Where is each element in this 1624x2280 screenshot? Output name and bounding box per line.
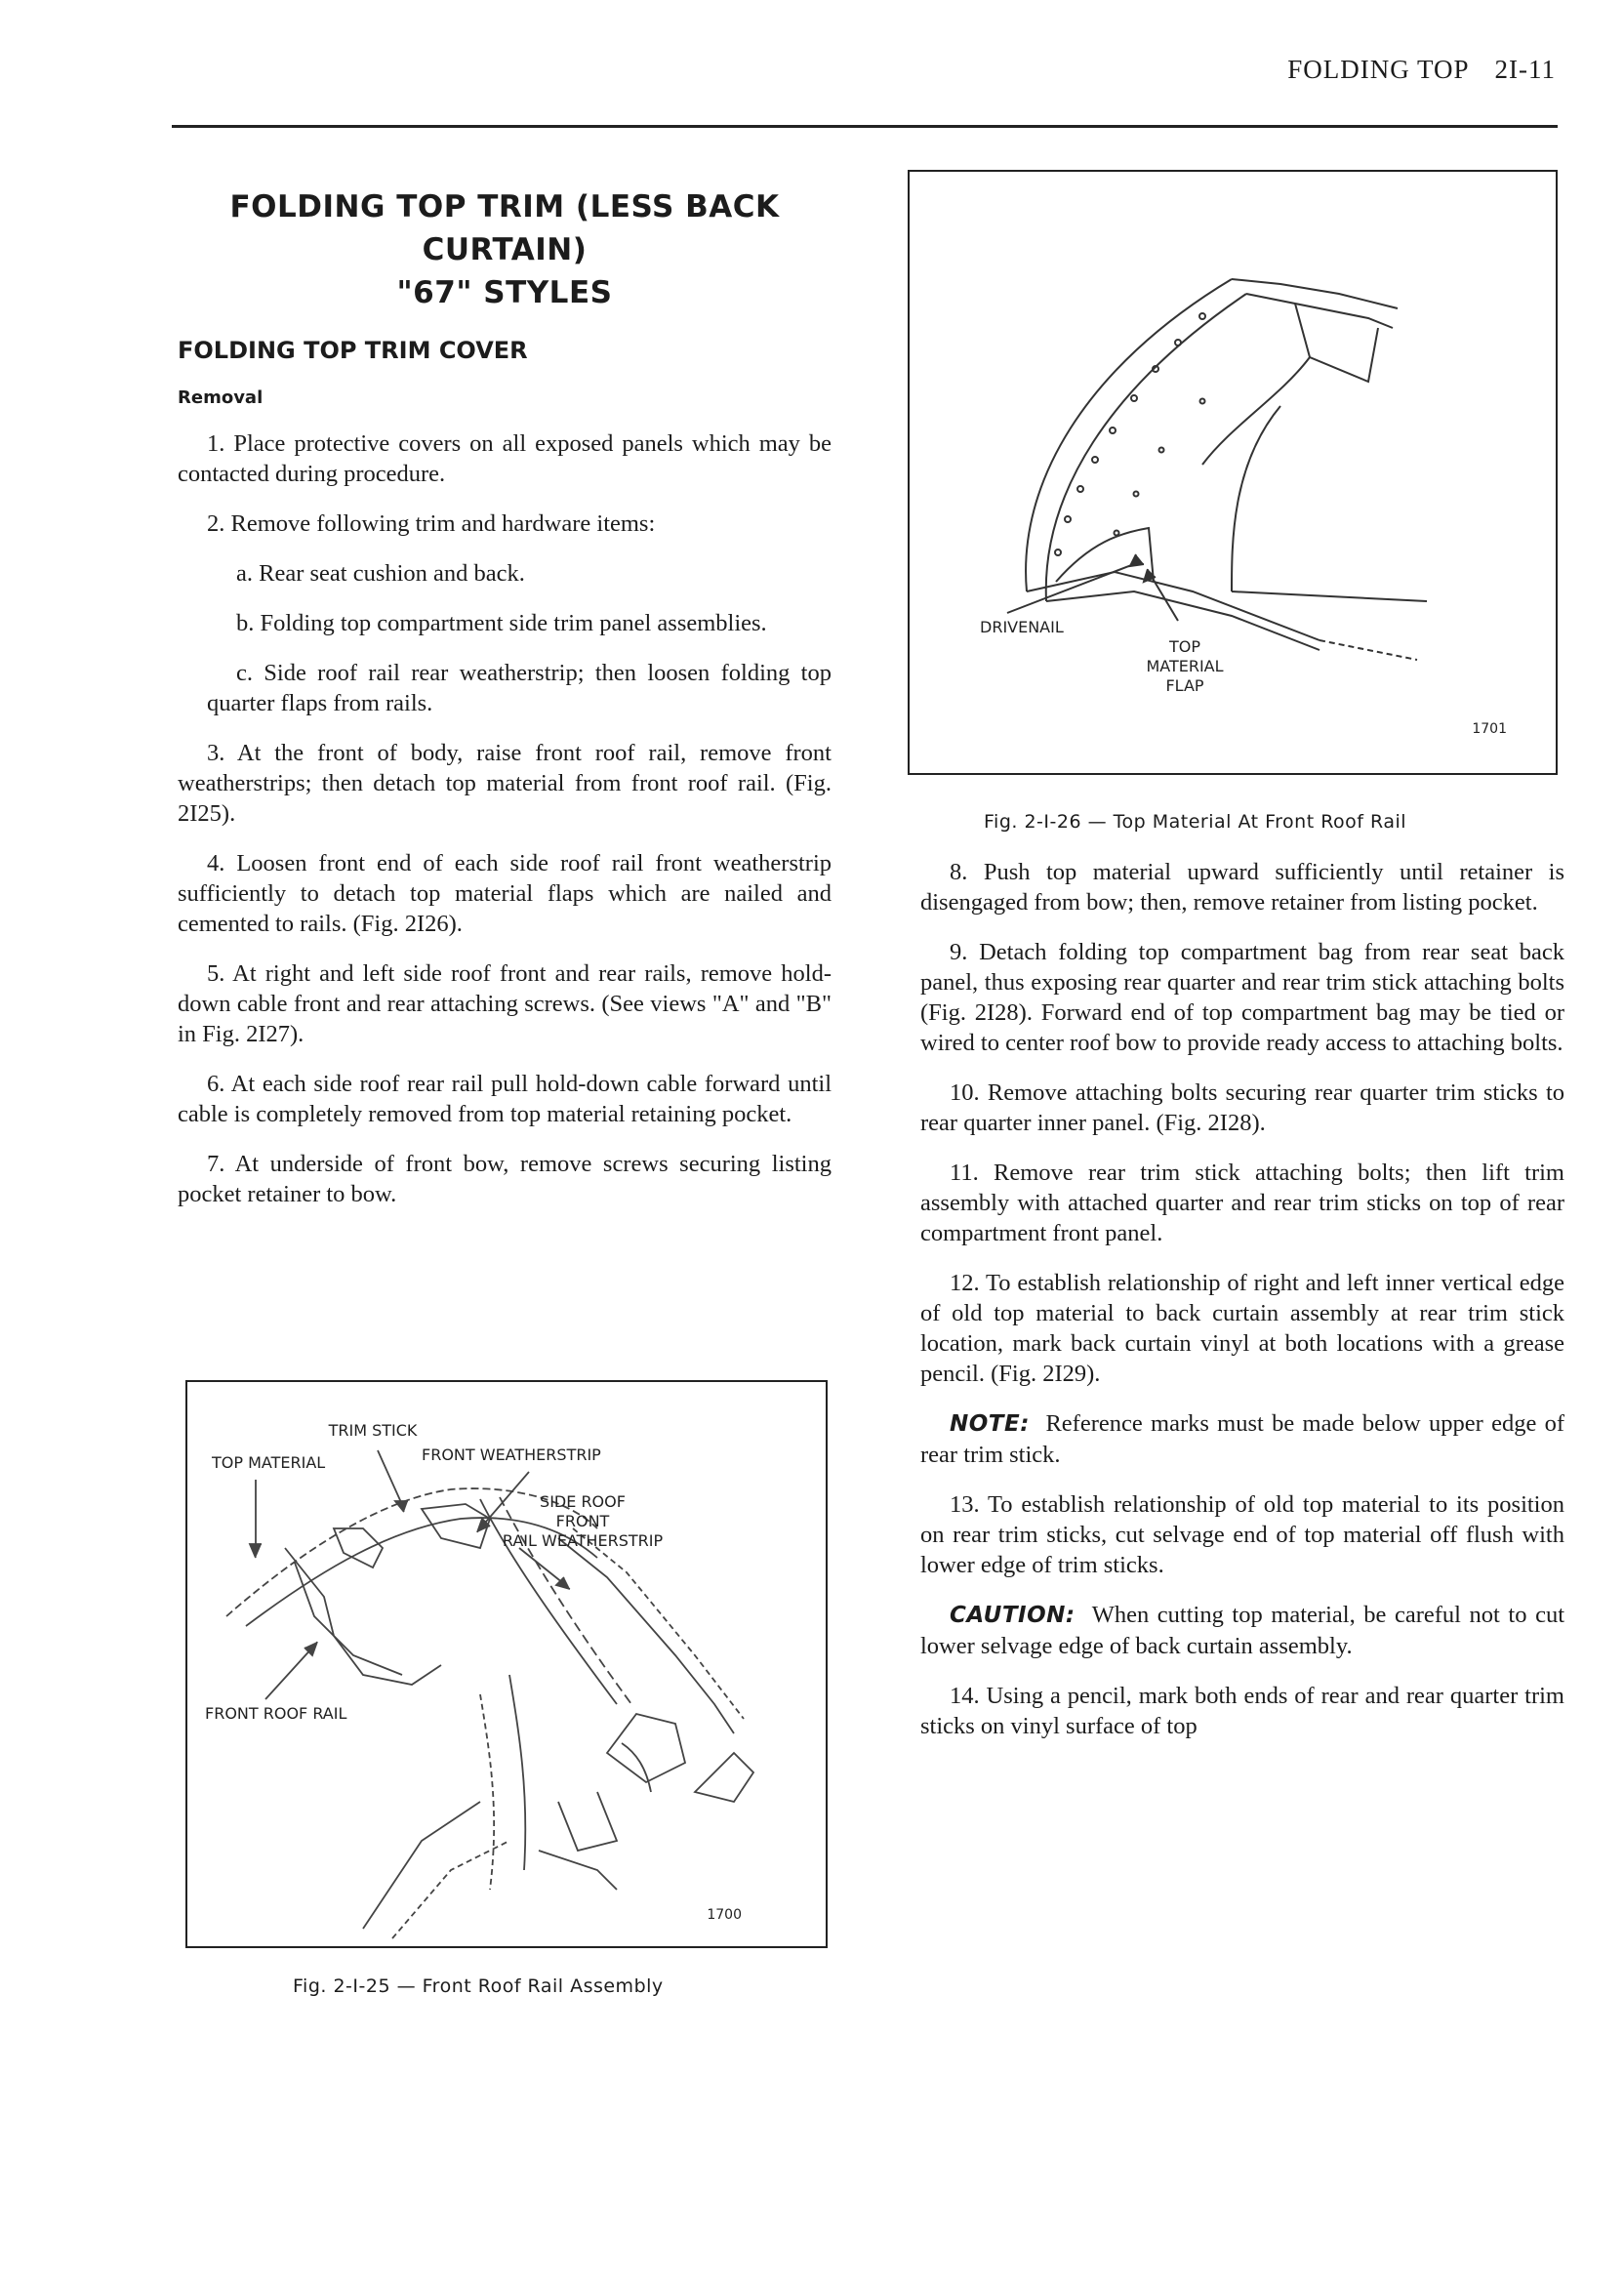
step-6: 6. At each side roof rear rail pull hold-down cable forward until cable is completely removed from top material retaining pocket. [178,1071,832,1127]
label-side-roof: SIDE ROOF [540,1492,626,1511]
step-1: 1. Place protective covers on all exposed panels which may be contacted during procedure. [178,430,832,487]
step-7: 7. At underside of front bow, remove screws securing listing pocket retainer to bow. [178,1151,832,1207]
step-2a: a. Rear seat cushion and back. [236,560,525,587]
label-top: TOP [1168,637,1201,656]
step-3: 3. At the front of body, raise front roof rail, remove front weatherstrips; then detach top material from front roof rail. (Fig. 2I25). [178,740,832,827]
page-title-line2: "67" STYLES [396,275,613,310]
label-flap: FLAP [1165,676,1204,695]
left-column [178,185,832,1229]
label-drivenail: DRIVENAIL [980,618,1064,636]
label-trim-stick: TRIM STICK [328,1421,418,1440]
label-rail-weatherstrip: RAIL WEATHERSTRIP [502,1531,664,1550]
label-front-weatherstrip: FRONT WEATHERSTRIP [422,1445,601,1464]
figure-2i25 [185,1380,828,1948]
step-2: 2. Remove following trim and hardware items: [207,510,656,537]
running-head [1262,55,1556,85]
figure-2i26-number: 1701 [1472,721,1507,737]
step-11: 11. Remove rear trim stick attaching bolts; then lift trim assembly with attached quarter and rear trim sticks on top of rear compartment front panel. [920,1160,1564,1246]
caution-label: CAUTION: [950,1603,1076,1628]
page-title-line1: FOLDING TOP TRIM (LESS BACK CURTAIN) [229,189,780,267]
caution-text: When cutting top material, be careful not to cut lower selvage edge of back curtain assembly. [920,1602,1564,1659]
note-paragraph [920,1408,1564,1470]
header-rule [172,125,1558,128]
page-number: 2I-11 [1494,55,1556,84]
running-head-section: FOLDING TOP [1287,55,1470,84]
figure-2i26-drawing [910,172,1556,773]
subheading-removal: Removal [178,387,264,408]
step-9: 9. Detach folding top compartment bag from rear seat back panel, thus exposing rear quarter and rear trim stick attaching bolts (Fig. 2I28). Forward end of top compartment bag may be tied or wired to center roof bow to provide ready access to attaching bolts. [920,939,1564,1056]
step-13: 13. To establish relationship of old top material to its position on rear trim sticks, cut selvage end of top material off flush with lower edge of trim sticks. [920,1491,1564,1578]
step-12: 12. To establish relationship of right and left inner vertical edge of old top material to back curtain assembly at rear trim stick location, mark back curtain vinyl at both locations with a grease pencil. (Fig. 2I29). [920,1270,1564,1387]
section-heading: FOLDING TOP TRIM COVER [178,337,528,364]
note-label: NOTE: [950,1411,1030,1437]
label-front-roof-rail: FRONT ROOF RAIL [205,1704,347,1723]
step-2b: b. Folding top compartment side trim panel assemblies. [236,610,767,636]
label-front: FRONT [555,1512,610,1530]
figure-2i25-number: 1700 [707,1907,742,1923]
caption-2i26: Fig. 2-I-26 — Top Material At Front Roof Rail [984,811,1407,833]
step-14: 14. Using a pencil, mark both ends of rear and rear quarter trim sticks on vinyl surface of top [920,1683,1564,1739]
figure-2i26 [908,170,1558,775]
step-2c: c. Side roof rail rear weatherstrip; then loosen folding top quarter flaps from rails. [207,660,832,716]
label-top-material: TOP MATERIAL [212,1453,326,1472]
step-8: 8. Push top material upward sufficiently until retainer is disengaged from bow; then, remove retainer from listing pocket. [920,859,1564,916]
caution-paragraph [920,1600,1564,1661]
step-5: 5. At right and left side roof front and rear rails, remove hold-down cable front and rear attaching screws. (See views "A" and "B" in Fig. 2I27). [178,960,832,1047]
caption-2i25: Fig. 2-I-25 — Front Roof Rail Assembly [293,1975,664,1997]
label-material: MATERIAL [1146,657,1224,675]
note-text: Reference marks must be made below upper edge of rear trim stick. [920,1410,1565,1468]
step-4: 4. Loosen front end of each side roof rail front weatherstrip sufficiently to detach top material flaps which are nailed and cemented to rails. (Fig. 2I26). [178,850,832,937]
right-column [920,857,1564,1761]
step-10: 10. Remove attaching bolts securing rear quarter trim sticks to rear quarter inner panel. (Fig. 2I28). [920,1079,1564,1136]
figure-2i25-drawing [187,1382,826,1946]
